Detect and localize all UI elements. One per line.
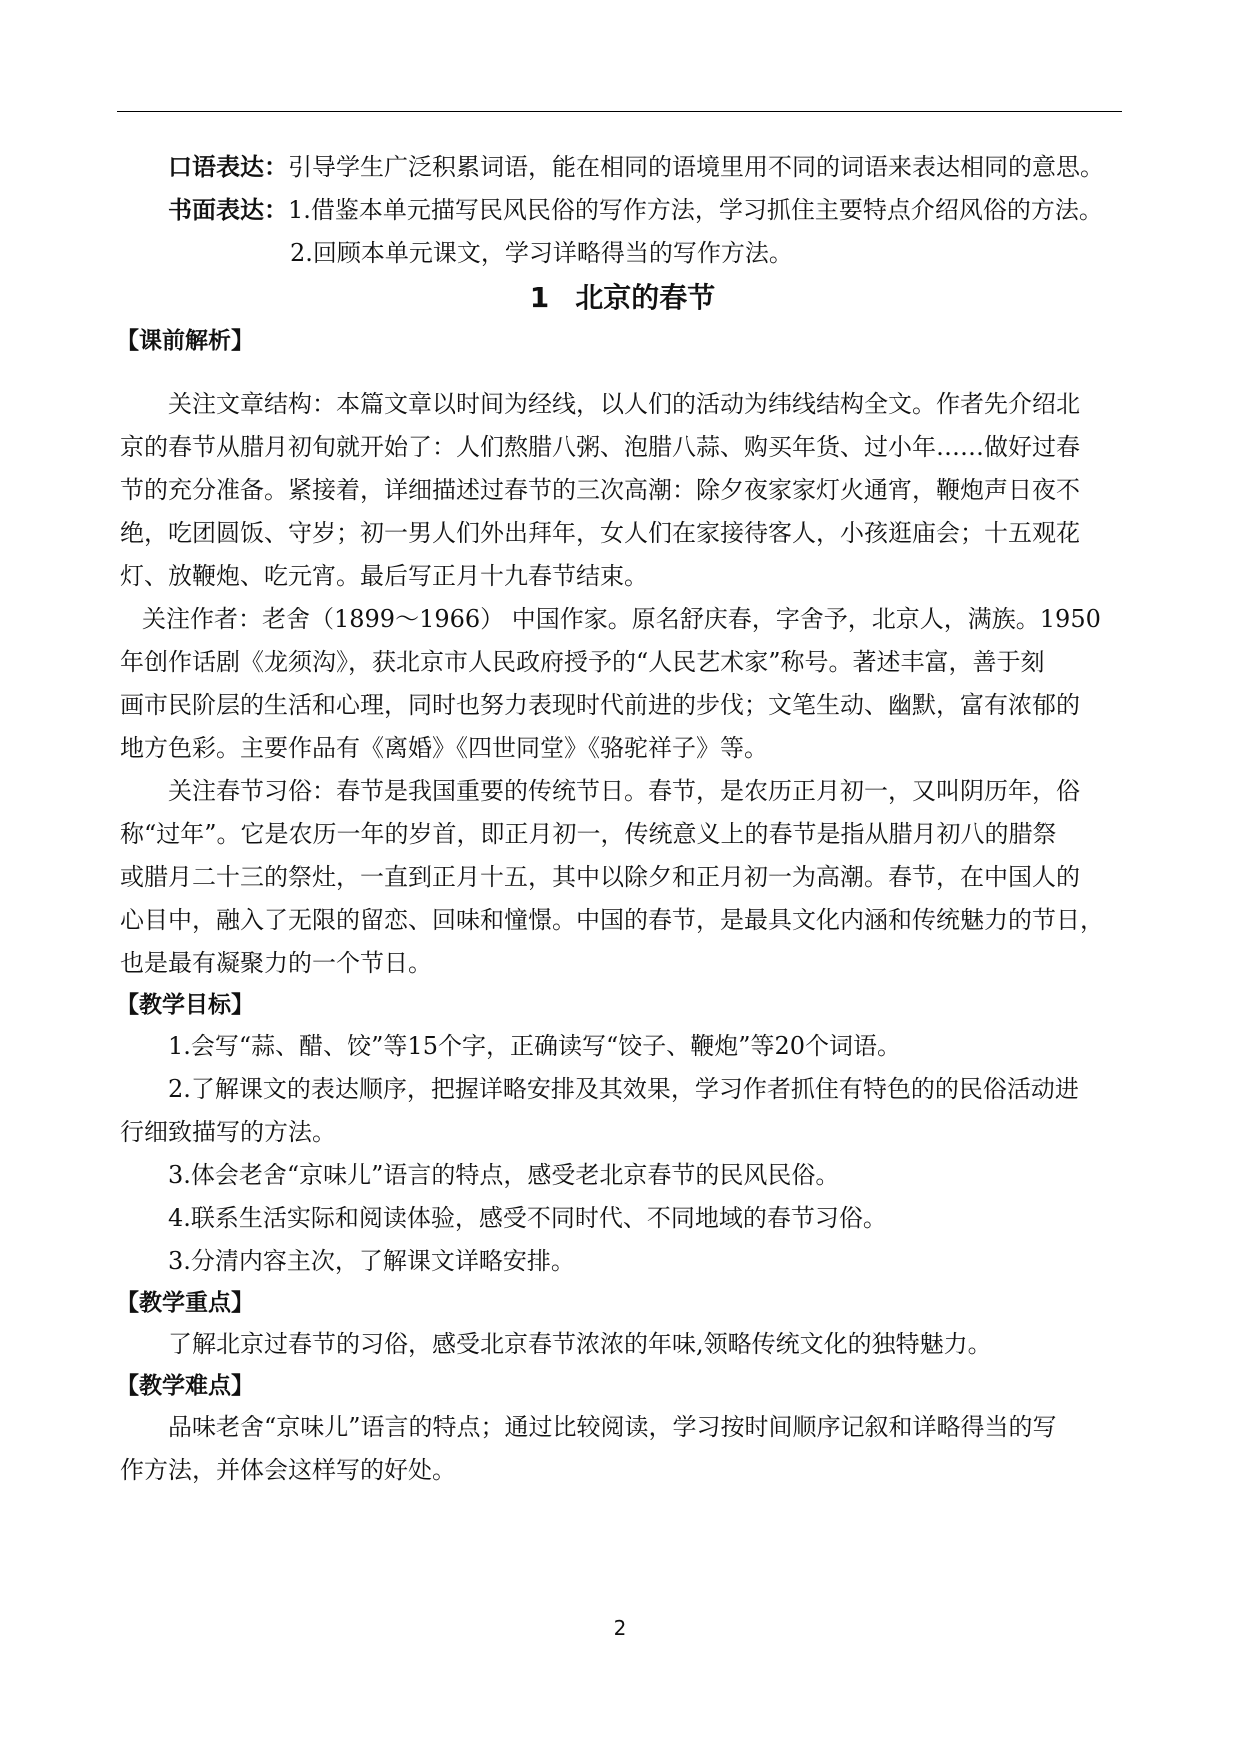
paragraph-line: 关注春节习俗：春节是我国重要的传统节日。春节，是农历正月初一，又叫阴历年，俗 — [168, 777, 1080, 805]
page-content — [116, 146, 1125, 1492]
paragraph-line: 或腊月二十三的祭灶，一直到正月十五，其中以除夕和正月初一为高潮。春节，在中国人的 — [120, 863, 1080, 891]
difficulties-line: 品味老舍“京味儿”语言的特点；通过比较阅读，学习按时间顺序记叙和详略得当的写 — [168, 1413, 1057, 1441]
key-points-text: 了解北京过春节的习俗，感受北京春节浓浓的年味,领略传统文化的独特魅力。 — [168, 1330, 992, 1358]
written-expression-item-1: 1.借鉴本单元描写民风民俗的写作方法，学习抓住主要特点介绍风俗的方法。 — [288, 196, 1103, 224]
goal-item: 行细致描写的方法。 — [120, 1118, 336, 1146]
section-heading-goals: 【教学目标】 — [116, 992, 254, 1018]
section-heading-key-points: 【教学重点】 — [116, 1290, 254, 1316]
paragraph-line: 关注文章结构：本篇文章以时间为经线，以人们的活动为纬线结构全文。作者先介绍北 — [168, 390, 1080, 418]
paragraph-line: 也是最有凝聚力的一个节日。 — [120, 949, 432, 977]
oral-expression-text: 引导学生广泛积累词语，能在相同的语境里用不同的词语来表达相同的意思。 — [288, 153, 1104, 181]
paragraph-line: 绝，吃团圆饭、守岁；初一男人们外出拜年，女人们在家接待客人，小孩逛庙会；十五观花 — [120, 519, 1080, 547]
lesson-number: 1 — [529, 281, 550, 314]
oral-expression-label: 口语表达： — [168, 153, 288, 181]
page-number: 2 — [613, 1616, 627, 1640]
paragraph-line: 关注作者：老舍（1899～1966） 中国作家。原名舒庆春，字舍予，北京人，满族。1950 — [142, 605, 1101, 633]
written-expression-line — [120, 189, 1125, 232]
paragraph-line: 灯、放鞭炮、吃元宵。最后写正月十九春节结束。 — [120, 562, 648, 590]
written-expression-label: 书面表达： — [168, 196, 288, 224]
paragraph-line: 心目中，融入了无限的留恋、回味和憧憬。中国的春节，是最具文化内涵和传统魅力的节日， — [120, 906, 1104, 934]
oral-expression-line — [120, 146, 1125, 189]
paragraph-line: 地方色彩。主要作品有《离婚》《四世同堂》《骆驼祥子》等。 — [120, 734, 768, 762]
goal-item: 3.体会老舍“京味儿”语言的特点，感受老北京春节的民风民俗。 — [168, 1161, 840, 1189]
goal-item: 2.了解课文的表达顺序，把握详略安排及其效果，学习作者抓住有特色的的民俗活动进 — [168, 1075, 1079, 1103]
paragraph-line: 年创作话剧《龙须沟》，获北京市人民政府授予的“人民艺术家”称号。著述丰富，善于刻 — [120, 648, 1045, 676]
section-heading-difficulties: 【教学难点】 — [116, 1373, 254, 1399]
lesson-title — [120, 275, 1125, 321]
paragraph-line: 京的春节从腊月初旬就开始了：人们熬腊八粥、泡腊八蒜、购买年货、过小年……做好过春 — [120, 433, 1080, 461]
header-rule — [117, 111, 1122, 112]
paragraph-line: 画市民阶层的生活和心理，同时也努力表现时代前进的步伐；文笔生动、幽默，富有浓郁的 — [120, 691, 1080, 719]
goal-item: 3.分清内容主次，了解课文详略安排。 — [168, 1247, 575, 1275]
lesson-title-text: 北京的春节 — [575, 281, 716, 314]
goal-item: 1.会写“蒜、醋、饺”等15个字，正确读写“饺子、鞭炮”等20个词语。 — [168, 1032, 902, 1060]
paragraph-line: 节的充分准备。紧接着，详细描述过春节的三次高潮：除夕夜家家灯火通宵，鞭炮声日夜不 — [120, 476, 1080, 504]
difficulties-line: 作方法，并体会这样写的好处。 — [120, 1456, 456, 1484]
goal-item: 4.联系生活实际和阅读体验，感受不同时代、不同地域的春节习俗。 — [168, 1204, 887, 1232]
paragraph-line: 称“过年”。它是农历一年的岁首，即正月初一，传统意义上的春节是指从腊月初八的腊祭 — [120, 820, 1057, 848]
section-heading-analysis: 【课前解析】 — [116, 328, 254, 354]
written-expression-item-2: 2.回顾本单元课文，学习详略得当的写作方法。 — [290, 239, 793, 267]
